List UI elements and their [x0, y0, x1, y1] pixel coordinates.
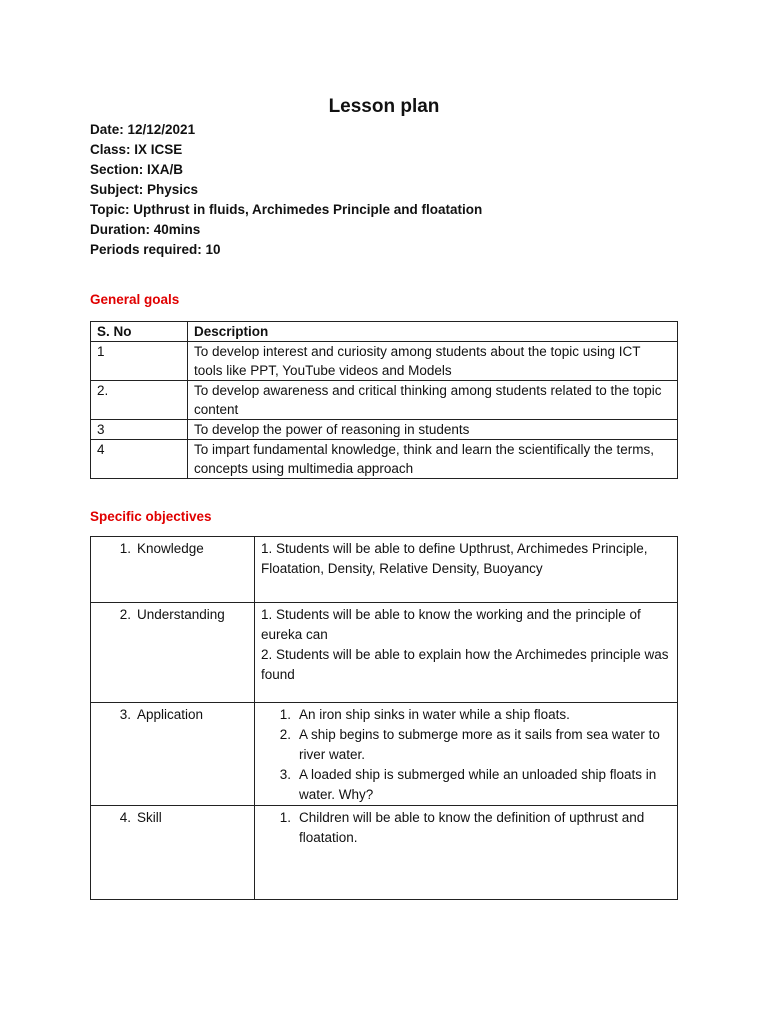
list-item-number: 2.: [279, 727, 291, 742]
list-item: [255, 725, 677, 765]
objective-number: 3.: [119, 707, 131, 722]
list-item: [255, 765, 677, 805]
objective-line: 1. Students will be able to define Upthrust, Archimedes Principle, Floatation, Density, Relative Density, Buoyancy: [261, 541, 648, 576]
list-item: [255, 808, 677, 848]
objective-description-cell: [255, 703, 678, 806]
table-row: [91, 806, 678, 900]
meta-periods: Periods required: 10: [90, 242, 221, 257]
table-row: [91, 537, 678, 603]
table-row: [91, 440, 678, 479]
objective-number: 2.: [119, 607, 131, 622]
objective-list: [255, 806, 677, 848]
goal-description: To develop the power of reasoning in students: [188, 420, 678, 440]
objective-line: 1. Students will be able to know the working and the principle of eureka can: [261, 607, 641, 642]
list-item-text: Children will be able to know the definition of upthrust and floatation.: [299, 810, 645, 845]
objective-category-cell: [91, 603, 255, 703]
list-item-number: 1.: [279, 810, 291, 825]
table-row: [91, 603, 678, 703]
list-item: [255, 705, 677, 725]
page-title: Lesson plan: [328, 96, 440, 117]
list-item-number: 1.: [279, 707, 291, 722]
column-header-sno: S. No: [91, 322, 188, 342]
table-header-row: [91, 322, 678, 342]
objective-category-cell: [91, 806, 255, 900]
general-goals-heading: General goals: [90, 292, 180, 307]
specific-objectives-table: [90, 536, 678, 900]
objective-category: Understanding: [137, 607, 225, 622]
table-row: [91, 342, 678, 381]
meta-duration: Duration: 40mins: [90, 222, 201, 237]
objective-category: Application: [137, 707, 204, 722]
objective-description-cell: [255, 806, 678, 900]
meta-topic: Topic: Upthrust in fluids, Archimedes Principle and floatation: [90, 202, 483, 217]
objective-number: 4.: [119, 810, 131, 825]
objective-description-cell: [255, 537, 678, 603]
objective-list: [255, 703, 677, 805]
specific-objectives-heading: Specific objectives: [90, 509, 212, 524]
objective-category-cell: [91, 537, 255, 603]
goal-description: To impart fundamental knowledge, think and learn the scientifically the terms, concepts using multimedia approach: [188, 440, 678, 479]
column-header-description: Description: [188, 322, 678, 342]
meta-class: Class: IX ICSE: [90, 142, 183, 157]
meta-subject: Subject: Physics: [90, 182, 199, 197]
table-row: [91, 420, 678, 440]
table-row: [91, 703, 678, 806]
goal-description: To develop awareness and critical thinking among students related to the topic content: [188, 381, 678, 420]
objective-category: Knowledge: [137, 541, 204, 556]
goal-description: To develop interest and curiosity among students about the topic using ICT tools like PPT, YouTube videos and Models: [188, 342, 678, 381]
list-item-text: A loaded ship is submerged while an unloaded ship floats in water. Why?: [299, 767, 657, 802]
table-row: [91, 381, 678, 420]
objective-category: Skill: [137, 810, 162, 825]
objective-number: 1.: [119, 541, 131, 556]
objective-line: 2. Students will be able to explain how the Archimedes principle was found: [261, 647, 669, 682]
lesson-meta: [90, 120, 482, 260]
objective-category-cell: [91, 703, 255, 806]
meta-date: Date: 12/12/2021: [90, 122, 196, 137]
meta-section: Section: IXA/B: [90, 162, 184, 177]
general-goals-table: [90, 321, 678, 479]
list-item-number: 3.: [279, 767, 291, 782]
objective-description-cell: [255, 603, 678, 703]
list-item-text: An iron ship sinks in water while a ship floats.: [299, 707, 570, 722]
list-item-text: A ship begins to submerge more as it sails from sea water to river water.: [299, 727, 660, 762]
goal-sno: 3: [91, 420, 188, 440]
goal-sno: 1: [91, 342, 188, 381]
goal-sno: 2.: [91, 381, 188, 420]
goal-sno: 4: [91, 440, 188, 479]
